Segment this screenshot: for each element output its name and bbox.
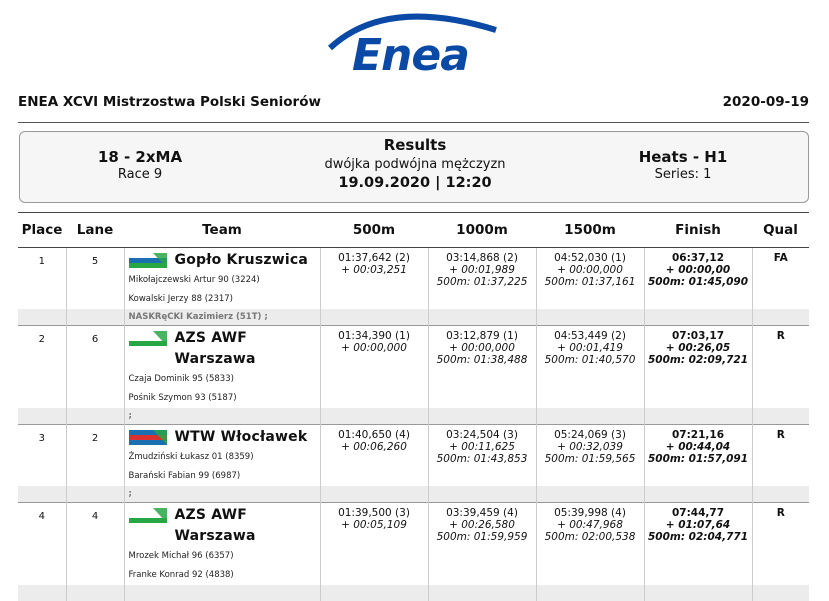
event-date: 2020-09-19 xyxy=(722,94,809,110)
team-name: AZS AWF xyxy=(174,507,248,523)
race-datetime: 19.09.2020 | 12:20 xyxy=(338,175,492,191)
finish-diff: + 01:07,64 xyxy=(665,519,731,531)
split-pace: 500m: 01:37,225 xyxy=(436,276,528,288)
team-name-cont: Warszawa xyxy=(174,351,256,367)
crew-member: Barański Fabian 99 (6987) xyxy=(128,471,241,481)
event-title: ENEA XCVI Mistrzostwa Polski Seniorów xyxy=(18,94,321,110)
place-cell: 1 xyxy=(18,248,66,310)
enea-logo: Enea xyxy=(352,30,469,81)
results-heading: Results xyxy=(383,136,447,154)
place-cell: 2 xyxy=(18,326,66,409)
split-diff: + 00:11,625 xyxy=(449,441,515,453)
event-name: dwójka podwójna mężczyzn xyxy=(324,157,506,172)
coach-row xyxy=(18,585,809,601)
club-flag-icon xyxy=(129,508,167,523)
team-name: WTW Włocławek xyxy=(174,429,308,445)
split-500m xyxy=(320,248,428,310)
split-pace: 500m: 01:38,488 xyxy=(436,354,528,366)
results-table xyxy=(18,212,809,601)
col-1000m: 1000m xyxy=(428,213,536,248)
split-pace: 500m: 01:43,853 xyxy=(436,453,528,465)
lane-cell: 2 xyxy=(66,425,124,487)
split-time: 03:14,868 (2) xyxy=(446,252,518,264)
split-1000m xyxy=(428,425,536,487)
split-time: 01:37,642 (2) xyxy=(338,252,410,264)
split-diff: + 00:47,968 xyxy=(557,519,623,531)
club-flag-icon xyxy=(129,253,167,268)
split-time: 01:34,390 (1) xyxy=(338,330,410,342)
split-1500m xyxy=(536,503,644,586)
lane-cell: 5 xyxy=(66,248,124,310)
finish-cell xyxy=(644,503,752,586)
crew-member: Franke Konrad 92 (4838) xyxy=(128,570,234,580)
col-place: Place xyxy=(18,213,66,248)
col-qual: Qual xyxy=(752,213,809,248)
split-time: 03:24,504 (3) xyxy=(446,429,518,441)
header-divider xyxy=(18,122,809,123)
split-1000m xyxy=(428,326,536,409)
split-pace: 500m: 01:37,161 xyxy=(544,276,636,288)
crew-member: Kowalski Jerzy 88 (2317) xyxy=(128,294,233,304)
coach-row xyxy=(18,486,809,503)
split-time: 05:24,069 (3) xyxy=(554,429,626,441)
team-cell xyxy=(124,248,320,310)
finish-cell xyxy=(644,326,752,409)
finish-pace: 500m: 02:04,771 xyxy=(647,531,749,543)
crew-member: Czaja Dominik 95 (5833) xyxy=(128,374,234,384)
split-diff: + 00:01,419 xyxy=(557,342,623,354)
club-flag-icon xyxy=(129,430,167,445)
finish-pace: 500m: 01:57,091 xyxy=(647,453,749,465)
split-time: 04:52,030 (1) xyxy=(554,252,626,264)
coach-text xyxy=(124,585,320,601)
split-diff: + 00:03,251 xyxy=(341,264,407,276)
crew-member: Pośnik Szymon 93 (5187) xyxy=(128,393,237,403)
qual-cell: R xyxy=(752,425,809,487)
lane-cell: 6 xyxy=(66,326,124,409)
finish-diff: + 00:44,04 xyxy=(665,441,731,453)
coach-text: ; xyxy=(124,408,320,425)
coach-row xyxy=(18,309,809,326)
event-code: 18 - 2xMA xyxy=(97,148,183,166)
split-time: 03:39,459 (4) xyxy=(446,507,518,519)
split-diff: + 00:01,989 xyxy=(449,264,515,276)
finish-time: 07:44,77 xyxy=(671,507,725,519)
crew-member: Żmudziński Łukasz 01 (8359) xyxy=(128,452,254,462)
coach-text: NASKRęCKI Kazimierz (51T) ; xyxy=(124,309,320,326)
table-header-row xyxy=(18,213,809,248)
split-pace: 500m: 01:59,959 xyxy=(436,531,528,543)
table-row xyxy=(18,503,809,586)
coach-row xyxy=(18,408,809,425)
col-lane: Lane xyxy=(66,213,124,248)
split-1000m xyxy=(428,503,536,586)
qual-cell: FA xyxy=(752,248,809,310)
split-1500m xyxy=(536,326,644,409)
finish-cell xyxy=(644,248,752,310)
team-cell xyxy=(124,326,320,409)
club-flag-icon xyxy=(129,331,167,346)
team-name: Gopło Kruszwica xyxy=(174,252,308,268)
split-pace: 500m: 01:59,565 xyxy=(544,453,636,465)
lane-cell: 4 xyxy=(66,503,124,586)
finish-cell xyxy=(644,425,752,487)
split-diff: + 00:32,039 xyxy=(557,441,623,453)
split-time: 05:39,998 (4) xyxy=(554,507,626,519)
team-name: AZS AWF xyxy=(174,330,248,346)
place-cell: 4 xyxy=(18,503,66,586)
finish-pace: 500m: 02:09,721 xyxy=(647,354,749,366)
team-cell xyxy=(124,503,320,586)
crew-member: Mrozek Michał 96 (6357) xyxy=(128,551,234,561)
col-1500m: 1500m xyxy=(536,213,644,248)
split-diff: + 00:00,000 xyxy=(341,342,407,354)
col-team: Team xyxy=(124,213,320,248)
finish-diff: + 00:00,00 xyxy=(665,264,731,276)
split-time: 01:40,650 (4) xyxy=(338,429,410,441)
finish-time: 07:21,16 xyxy=(671,429,725,441)
race-phase: Heats - H1 xyxy=(638,148,728,166)
coach-text: ; xyxy=(124,486,320,503)
split-time: 03:12,879 (1) xyxy=(446,330,518,342)
team-cell xyxy=(124,425,320,487)
split-diff: + 00:00,000 xyxy=(449,342,515,354)
col-500m: 500m xyxy=(320,213,428,248)
crew-member: Mikołajczewski Artur 90 (3224) xyxy=(128,275,260,285)
race-info-box xyxy=(19,131,809,203)
race-series: Series: 1 xyxy=(654,167,712,182)
split-diff: + 00:00,000 xyxy=(557,264,623,276)
split-pace: 500m: 02:00,538 xyxy=(544,531,636,543)
place-cell: 3 xyxy=(18,425,66,487)
table-row xyxy=(18,425,809,487)
split-1500m xyxy=(536,248,644,310)
qual-cell: R xyxy=(752,326,809,409)
split-1000m xyxy=(428,248,536,310)
race-number: Race 9 xyxy=(117,167,163,182)
split-diff: + 00:26,580 xyxy=(449,519,515,531)
finish-diff: + 00:26,05 xyxy=(665,342,731,354)
finish-pace: 500m: 01:45,090 xyxy=(647,276,749,288)
table-row xyxy=(18,248,809,310)
split-time: 01:39,500 (3) xyxy=(338,507,410,519)
split-pace: 500m: 01:40,570 xyxy=(544,354,636,366)
split-500m xyxy=(320,503,428,586)
col-finish: Finish xyxy=(644,213,752,248)
team-name-cont: Warszawa xyxy=(174,528,256,544)
finish-time: 07:03,17 xyxy=(671,330,725,342)
split-diff: + 00:06,260 xyxy=(341,441,407,453)
finish-time: 06:37,12 xyxy=(671,252,725,264)
qual-cell: R xyxy=(752,503,809,586)
split-time: 04:53,449 (2) xyxy=(554,330,626,342)
split-500m xyxy=(320,326,428,409)
split-1500m xyxy=(536,425,644,487)
split-diff: + 00:05,109 xyxy=(341,519,407,531)
table-row xyxy=(18,326,809,409)
split-500m xyxy=(320,425,428,487)
